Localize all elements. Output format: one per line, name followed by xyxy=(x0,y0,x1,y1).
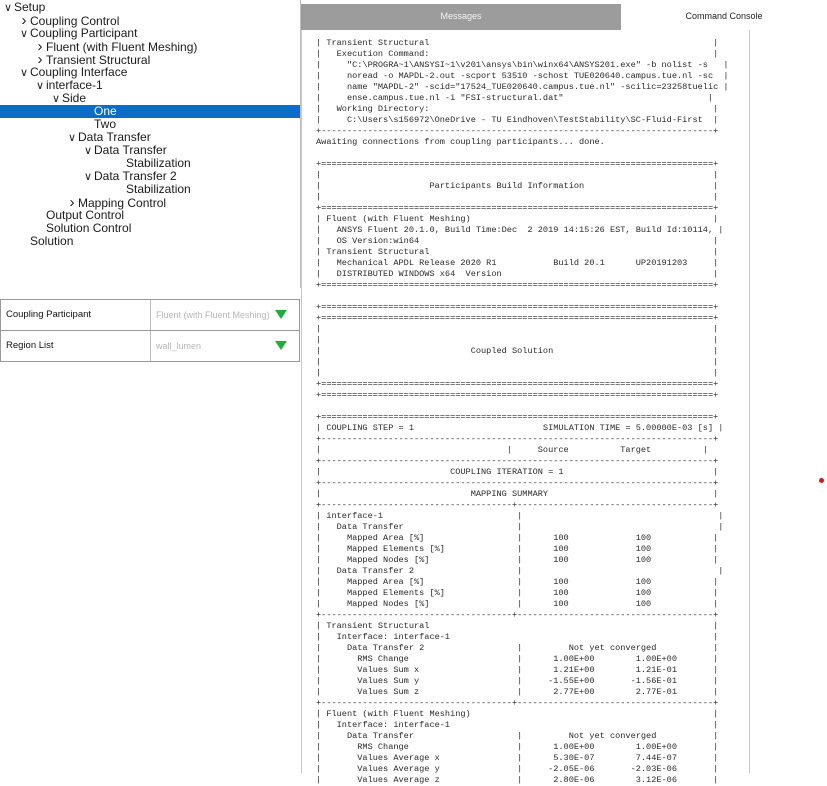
chevron-down-icon[interactable]: ∨ xyxy=(83,171,93,183)
chevron-down-icon[interactable]: ∨ xyxy=(19,67,29,79)
coupling-participant-label: Coupling Participant xyxy=(1,300,151,330)
properties-panel xyxy=(0,299,300,362)
tree-item-label: Data Transfer 2 xyxy=(94,169,177,183)
property-coupling-participant[interactable] xyxy=(0,299,300,330)
tree-item-label: Side xyxy=(62,91,87,105)
tree-item-label: One xyxy=(94,104,117,118)
tree-item[interactable] xyxy=(0,40,300,53)
tree-item-label: Data Transfer xyxy=(78,130,151,144)
tree-item[interactable] xyxy=(0,105,300,118)
tree-item-label: Setup xyxy=(14,0,46,14)
chevron-right-icon[interactable]: › xyxy=(21,12,27,29)
chevron-right-icon[interactable]: › xyxy=(37,51,43,68)
tree-item-label: Output Control xyxy=(46,208,125,222)
command-console-output[interactable] xyxy=(301,30,750,785)
tree-item-label: Fluent (with Fluent Meshing) xyxy=(46,40,198,54)
tree-item[interactable] xyxy=(0,92,300,105)
tree-item[interactable] xyxy=(0,1,300,14)
tree-item[interactable] xyxy=(0,183,300,196)
tree-item-label: Solution Control xyxy=(46,221,132,235)
chevron-down-icon[interactable]: ∨ xyxy=(35,80,45,92)
dropdown-arrow-icon[interactable] xyxy=(275,341,287,350)
region-list-label: Region List xyxy=(1,331,151,361)
dropdown-arrow-icon[interactable] xyxy=(275,310,287,319)
tab-messages[interactable]: Messages xyxy=(301,4,621,28)
tree-item-label: Solution xyxy=(30,234,74,248)
tree-item-label: Mapping Control xyxy=(78,196,167,210)
tree-item-label: Stabilization xyxy=(126,182,191,196)
property-region-list[interactable] xyxy=(0,330,300,362)
chevron-down-icon[interactable]: ∨ xyxy=(51,93,61,105)
tree-item-label: Stabilization xyxy=(126,156,191,170)
tree-item[interactable] xyxy=(0,27,300,40)
chevron-right-icon[interactable]: › xyxy=(37,38,43,55)
tree-item[interactable] xyxy=(0,209,300,222)
outline-tree xyxy=(0,0,301,288)
tab-command-console[interactable]: Command Console xyxy=(621,4,827,28)
chevron-down-icon[interactable]: ∨ xyxy=(19,28,29,40)
tree-item-label: Data Transfer xyxy=(94,143,167,157)
coupling-participant-value[interactable]: Fluent (with Fluent Meshing) xyxy=(156,310,270,320)
tree-item[interactable] xyxy=(0,66,300,79)
tree-item-label: interface-1 xyxy=(46,78,103,92)
tree-item[interactable] xyxy=(0,235,300,248)
tree-item-label: Coupling Interface xyxy=(30,65,128,79)
chevron-down-icon[interactable]: ∨ xyxy=(67,132,77,144)
tree-item-label: Coupling Participant xyxy=(30,26,138,40)
tree-item[interactable] xyxy=(0,196,300,209)
region-list-value[interactable]: wall_lumen xyxy=(156,341,202,351)
tree-item-label: Coupling Control xyxy=(30,14,120,28)
tab-bar xyxy=(301,0,827,30)
tree-item-label: Two xyxy=(94,117,117,131)
console-text: | Transient Structural | | Execution Command: | | "C:\PROGRA~1\ANSYSI~1\v201\ansys\bin\winx64\ANSYS201.exe" -b nolist -s | | noread -o MAPDL-2.out -scport 53510 -schost TUE020640.campus.tue.nl -sc | | name "MAPDL-2" -scid="17524_TUE020640.campus.tue.nl" -scilic=23258tuelic | | ense.campus.tue.nl -i "FSI-structural.dat" | | Working Directory: | | C:\Users\s156972\OneDrive - TU Eindhoven\TestStability\SC-Fluid-First | +----------------------------------------------------------------------------+ Awaiting connections from coupling participants... done. +============================================================================+ | | | Participants Build Information | | | +============================================================================+ | Fluent (with Fluent Meshing) | | ANSYS Fluent 20.1.0, Build Time:Dec 2 2019 14:15:26 EST, Build Id:10114, | | OS Version:win64 | | Transient Structural | | Mechanical APDL Release 2020 R1 Build 20.1 UP20191203 | | DISTRIBUTED WINDOWS x64 Version | +============================================================================+ +============================================================================+ +============================================================================+ | | | | | Coupled Solution | | | | | +============================================================================+ +============================================================================+ +============================================================================+ | COUPLING STEP = 1 SIMULATION TIME = 5.00000E-03 [s] | +----------------------------------------------------------------------------+ | | Source Target | +----------------------------------------------------------------------------+ | COUPLING ITERATION = 1 | +----------------------------------------------------------------------------+ | MAPPING SUMMARY | +-------------------------------------+--------------------------------------+ | interface-1 | | | Data Transfer | | | Mapped Area [%] | 100 100 | | Mapped Elements [%] | 100 100 | | Mapped Nodes [%] | 100 100 | | Data Transfer 2 | | | Mapped Area [%] | 100 100 | | Mapped Elements [%] | 100 100 | | Mapped Nodes [%] | 100 100 | +-------------------------------------+--------------------------------------+ | Transient Structural | | Interface: interface-1 | | Data Transfer 2 | Not yet converged | | RMS Change | 1.00E+00 1.00E+00 | | Values Sum x | 1.21E+00 1.21E-01 | | Values Sum y | -1.55E+00 -1.56E-01 | | Values Sum z | 2.77E+00 2.77E-01 | +-------------------------------------+--------------------------------------+ | Fluent (with Fluent Meshing) | | Interface: interface-1 | | Data Transfer | Not yet converged | | RMS Change | 1.00E+00 1.00E+00 | | Values Average x | 5.30E-07 7.44E-07 | | Values Average y | -2.05E-06 -2.03E-06 | | Values Average z | 2.80E-06 3.12E-06 | xyxy=(316,38,729,785)
chevron-down-icon[interactable]: ∨ xyxy=(3,2,13,14)
chevron-right-icon[interactable]: › xyxy=(69,194,75,211)
tree-item-label: Transient Structural xyxy=(46,53,151,67)
chevron-down-icon[interactable]: ∨ xyxy=(83,145,93,157)
marker-dot xyxy=(819,478,824,483)
tree-item[interactable] xyxy=(0,79,300,92)
